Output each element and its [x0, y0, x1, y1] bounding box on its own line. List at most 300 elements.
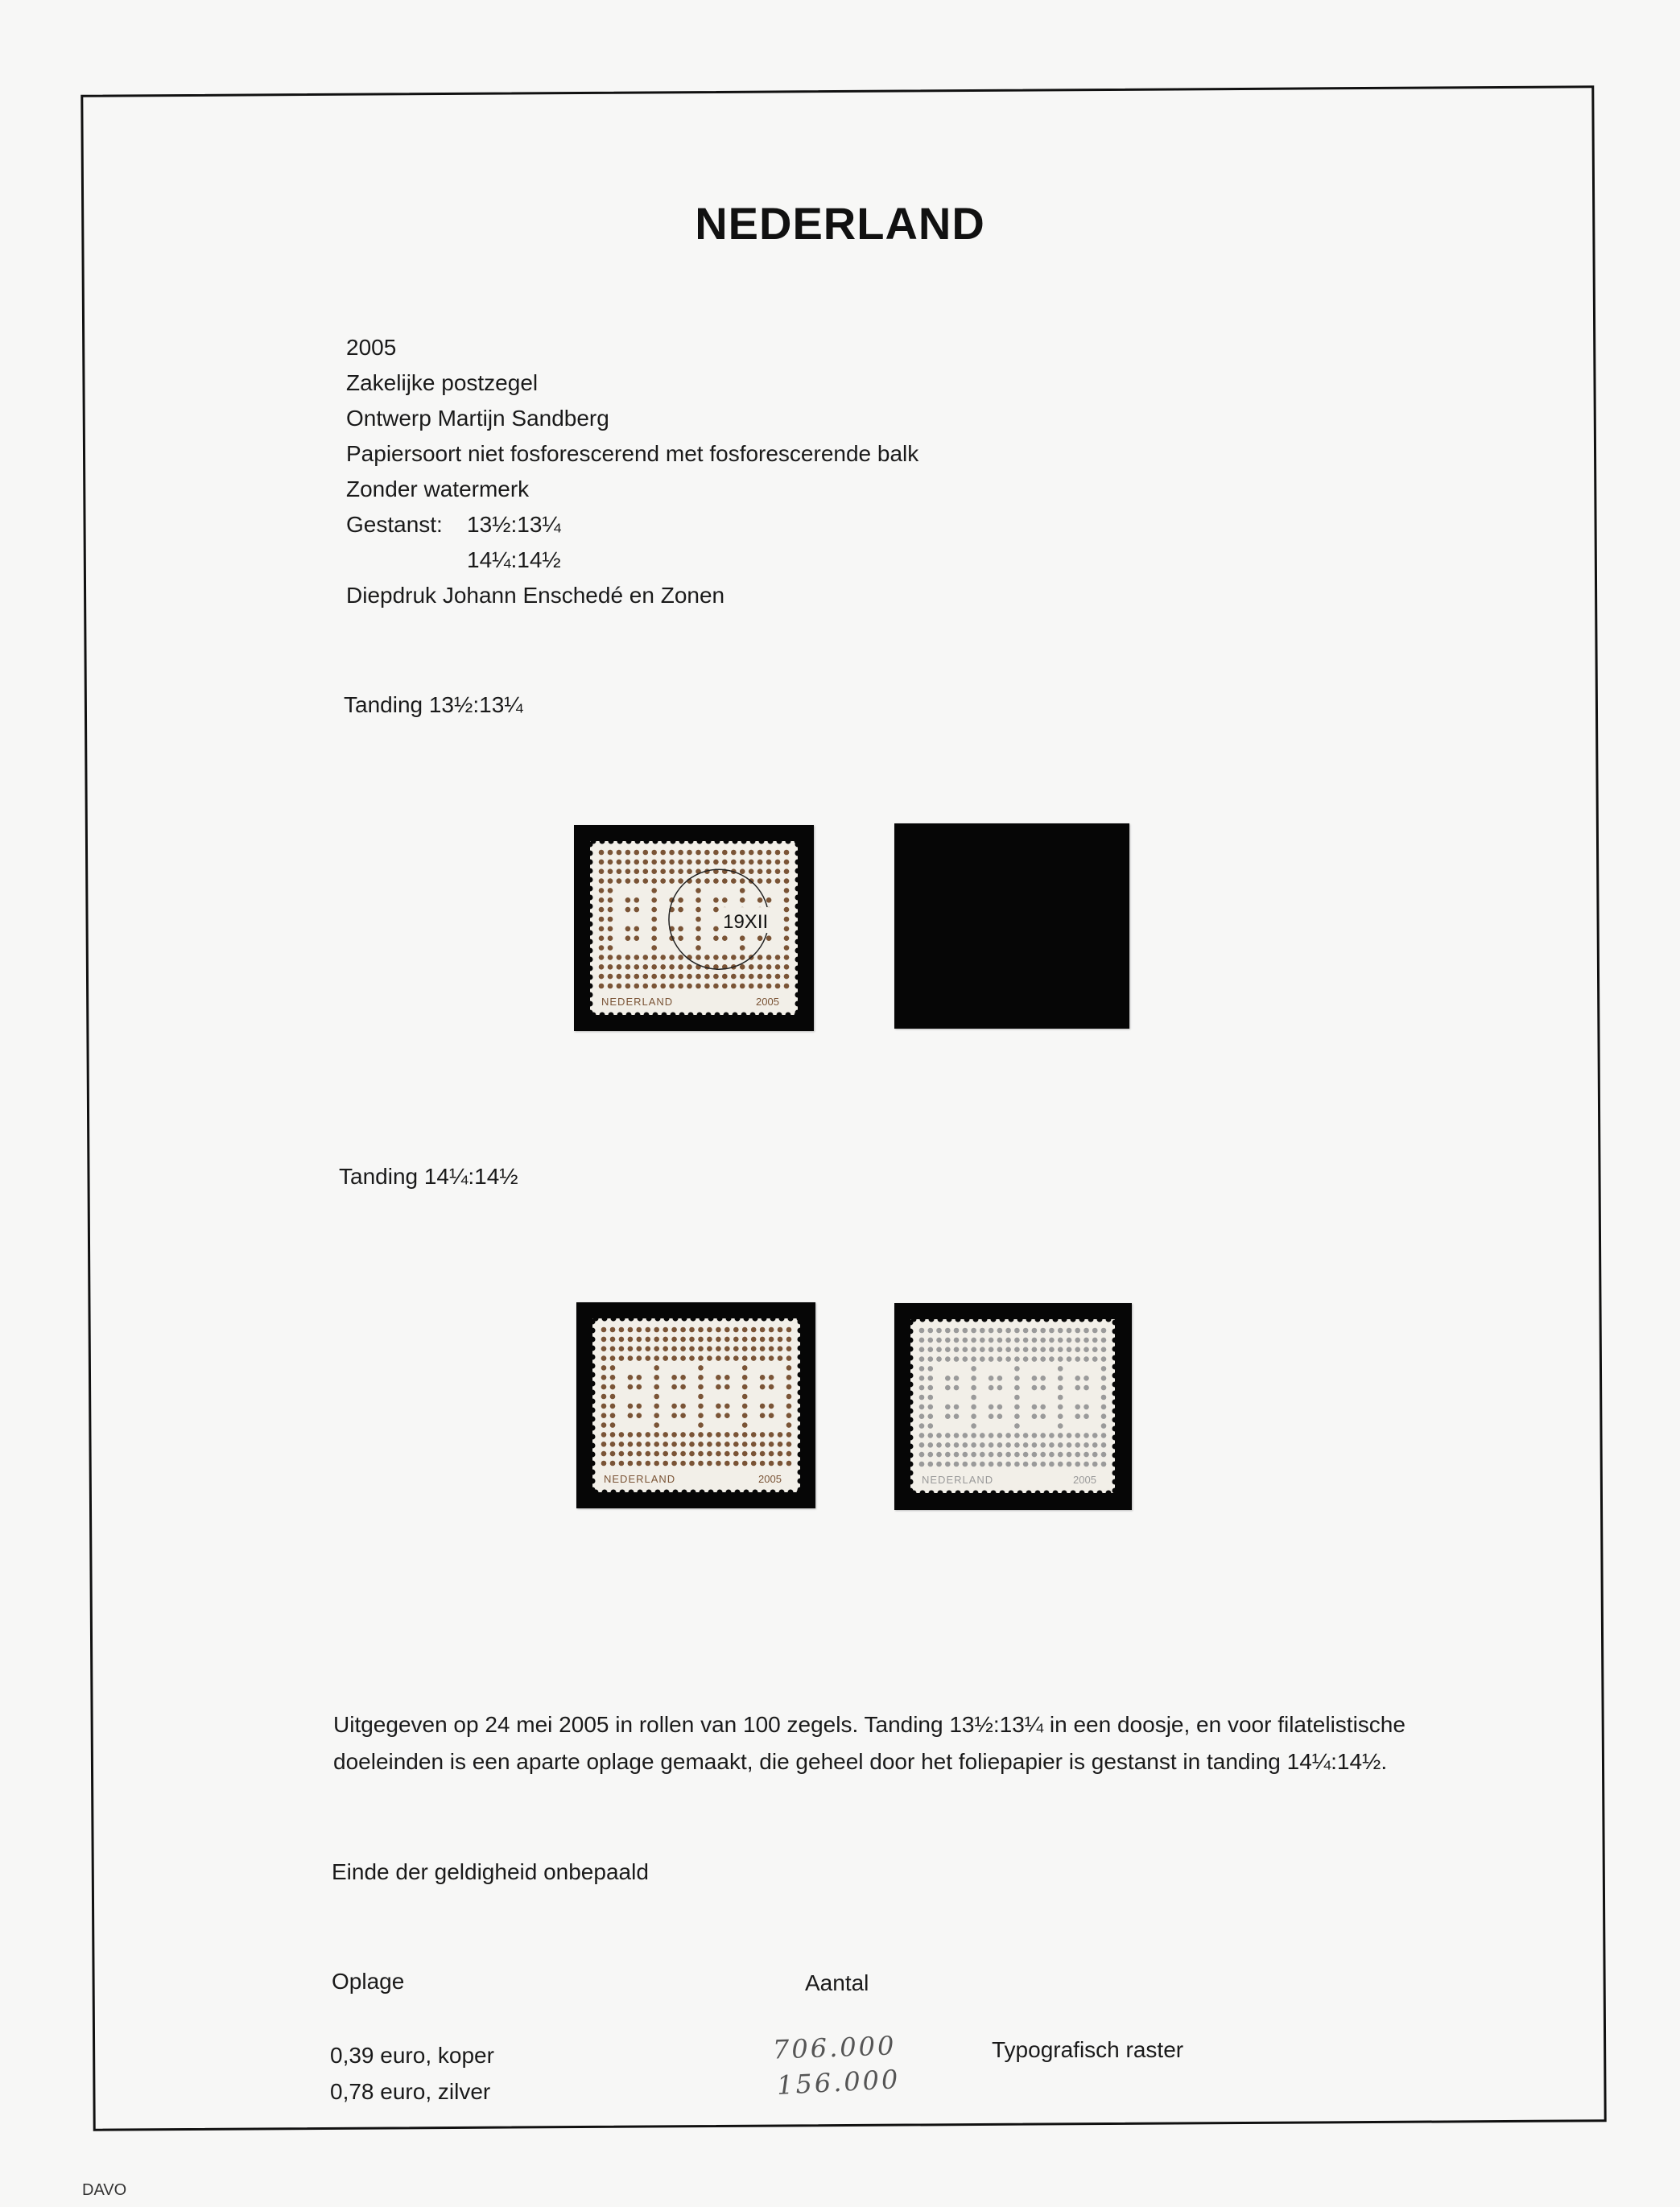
stamp-dot — [704, 955, 710, 960]
stamp-dot — [599, 907, 605, 913]
stamp-dot — [769, 1346, 774, 1351]
stamp-dot — [654, 1451, 659, 1457]
stamp-dot — [696, 888, 701, 893]
stamp-dot — [1049, 1356, 1055, 1362]
stamp-mount-4 — [894, 1303, 1132, 1510]
stamp-dot — [769, 1442, 774, 1447]
stamp-dot — [757, 868, 763, 874]
stamp-dot — [919, 1395, 925, 1401]
stamp-dot — [1058, 1462, 1063, 1467]
stamp-dot — [619, 1461, 625, 1467]
stamp-dot — [784, 984, 790, 989]
stamp-dot — [619, 1327, 625, 1333]
stamp-dot — [989, 1462, 994, 1467]
stamp-dot — [1101, 1356, 1107, 1362]
stamp-dot — [696, 860, 701, 865]
stamp-dot — [637, 1355, 642, 1361]
stamp-dot — [749, 850, 754, 856]
stamp-dot — [971, 1395, 976, 1401]
stamp-dot — [1075, 1376, 1080, 1381]
stamp-dot — [766, 974, 772, 980]
stamp-dot — [784, 964, 790, 970]
stamp-dot — [619, 1442, 625, 1447]
stamp-dot — [628, 1355, 634, 1361]
stamp-dot — [1014, 1328, 1020, 1334]
stamp-dot — [689, 1355, 695, 1361]
stamp-dot — [716, 1432, 721, 1438]
stamp-dot — [634, 955, 640, 960]
stamp-dot — [698, 1404, 704, 1409]
stamp-dot — [1014, 1338, 1020, 1343]
stamp-dot — [608, 955, 613, 960]
stamp-dot — [724, 1461, 730, 1467]
stamp-dot — [610, 1432, 616, 1438]
stamp-dot — [716, 1451, 721, 1457]
stamp-dot — [698, 1346, 704, 1351]
stamp-dot — [997, 1356, 1003, 1362]
stamp-dot — [654, 1337, 659, 1343]
stamp-dot — [760, 1461, 766, 1467]
stamp-dot — [610, 1346, 616, 1351]
stamp-dot — [766, 964, 772, 970]
stamp-dot — [663, 1327, 668, 1333]
stamp-dot — [1014, 1462, 1020, 1467]
stamp-dot — [689, 1346, 695, 1351]
stamp-dot — [1040, 1442, 1046, 1448]
stamp-dot — [945, 1328, 951, 1334]
stamp-dot — [919, 1452, 925, 1458]
stamp-dot — [651, 850, 657, 856]
stamp-dot — [971, 1413, 976, 1419]
stamp-dot — [698, 1375, 704, 1380]
stamp-dot — [1049, 1452, 1055, 1458]
stamp-dot — [740, 878, 745, 884]
stamp-dot — [617, 868, 622, 874]
stamp-dot — [760, 1346, 766, 1351]
stamp-dot — [724, 1432, 730, 1438]
stamp-dot — [687, 984, 692, 989]
stamp-dot — [928, 1442, 934, 1448]
stamp-dot — [608, 926, 613, 932]
stamp-dot — [919, 1405, 925, 1410]
stamp-dot — [936, 1462, 942, 1467]
stamp-dot — [989, 1328, 994, 1334]
stamp-dot — [669, 878, 675, 884]
stamp-dot — [757, 974, 763, 980]
stamp-dot — [928, 1366, 934, 1372]
stamp-dot — [769, 1432, 774, 1438]
stamp-dot — [919, 1462, 925, 1467]
stamp-dot — [1075, 1356, 1080, 1362]
stamp-dot — [643, 984, 649, 989]
stamp-dot — [919, 1347, 925, 1352]
stamp-dot — [919, 1356, 925, 1362]
stamp-dot — [775, 984, 781, 989]
denomination-row-2: 0,78 euro, zilver — [330, 2079, 491, 2104]
stamp-dot — [1023, 1328, 1029, 1334]
stamp-dot — [625, 897, 631, 903]
stamp-dot — [928, 1385, 934, 1391]
stamp-dot — [713, 907, 719, 913]
stamp-dot — [919, 1376, 925, 1381]
stamp-dot — [1075, 1385, 1080, 1391]
stamp-dot — [1101, 1442, 1107, 1448]
stamp-dot — [628, 1346, 634, 1351]
stamp-dot — [928, 1376, 934, 1381]
stamp-dot — [989, 1413, 994, 1419]
stamp-dot — [1014, 1376, 1020, 1381]
stamp-dot — [786, 1422, 792, 1428]
stamp-dot — [625, 860, 631, 865]
stamp-dot — [713, 878, 719, 884]
stamp-dot — [601, 1384, 607, 1390]
stamp-dot — [1092, 1462, 1098, 1467]
stamp-dot — [678, 926, 683, 932]
stamp-dot — [698, 1432, 704, 1438]
stamp-dot — [610, 1337, 616, 1343]
stamp-dot — [919, 1423, 925, 1429]
stamp-dot — [716, 1461, 721, 1467]
stamp-dot — [663, 1461, 668, 1467]
stamp-dot — [731, 878, 737, 884]
stamp-dot — [637, 1375, 642, 1380]
stamp-dot — [731, 984, 737, 989]
stamp-dot — [625, 974, 631, 980]
stamp-dot — [724, 1384, 730, 1390]
stamp-dot — [698, 1394, 704, 1400]
info-design: Ontwerp Martijn Sandberg — [346, 406, 609, 431]
stamp-dot — [1092, 1442, 1098, 1448]
stamp-dot — [660, 984, 666, 989]
stamp-dot — [1032, 1442, 1038, 1448]
stamp-dot — [1067, 1433, 1072, 1438]
stamp-dot — [760, 1327, 766, 1333]
stamp-dot — [757, 897, 763, 903]
stamp-dot — [599, 984, 605, 989]
stamp-dot — [1014, 1347, 1020, 1352]
stamp-dot — [742, 1432, 748, 1438]
stamp-dot — [1084, 1356, 1089, 1362]
stamp-dot — [663, 1337, 668, 1343]
stamp-dot — [775, 955, 781, 960]
stamp-dot — [637, 1451, 642, 1457]
stamp-dot — [1023, 1442, 1029, 1448]
stamp-dot — [766, 868, 772, 874]
stamp-dot — [722, 860, 728, 865]
stamp-dot — [696, 974, 701, 980]
stamp-dot — [751, 1327, 757, 1333]
stamp-dot — [643, 878, 649, 884]
stamp-dot — [722, 935, 728, 941]
stamp-country-text: NEDERLAND — [922, 1474, 994, 1486]
stamp-dot — [634, 926, 640, 932]
stamp-dot — [599, 926, 605, 932]
stamp-dot — [610, 1461, 616, 1467]
stamp-dot — [619, 1337, 625, 1343]
stamp-dot — [751, 1451, 757, 1457]
stamp-dot — [646, 1346, 651, 1351]
stamp-dot — [601, 1422, 607, 1428]
stamp-dot — [599, 964, 605, 970]
stamp-dot — [634, 850, 640, 856]
stamp-dot — [654, 1355, 659, 1361]
stamp-dot — [980, 1433, 985, 1438]
stamp-dot — [707, 1451, 712, 1457]
stamp-dot — [775, 964, 781, 970]
stamp-dot — [740, 935, 745, 941]
publisher-mark: DAVO — [82, 2181, 127, 2199]
stamp-mount-1 — [574, 825, 814, 1031]
stamp-dot — [617, 850, 622, 856]
stamp-dot — [1049, 1347, 1055, 1352]
stamp-dot — [601, 1337, 607, 1343]
stamp-dot — [687, 860, 692, 865]
stamp-dot — [680, 1404, 686, 1409]
stamp-dot — [1067, 1452, 1072, 1458]
stamp-dot — [651, 964, 657, 970]
stamp-dot — [651, 888, 657, 893]
stamp-dot — [610, 1375, 616, 1380]
stamp-dot — [919, 1413, 925, 1419]
stamp-dot — [651, 860, 657, 865]
stamp-dot — [742, 1375, 748, 1380]
stamp-dot — [625, 964, 631, 970]
stamp-dot — [1058, 1452, 1063, 1458]
stamp-dot — [1032, 1433, 1038, 1438]
info-type: Zakelijke postzegel — [346, 370, 539, 395]
stamp-dot — [651, 974, 657, 980]
stamp-dot — [671, 1442, 677, 1447]
stamp-dot — [704, 984, 710, 989]
stamp-dot — [637, 1432, 642, 1438]
stamp-dot — [680, 1346, 686, 1351]
stamp-dot — [769, 1355, 774, 1361]
stamp-dot — [742, 1404, 748, 1409]
stamp-dot — [1005, 1356, 1011, 1362]
stamp-dot — [1014, 1356, 1020, 1362]
stamp-dot — [760, 1337, 766, 1343]
stamp-dot — [1005, 1338, 1011, 1343]
stamp-dot — [936, 1356, 942, 1362]
stamp-dot — [637, 1384, 642, 1390]
stamp-dot — [689, 1451, 695, 1457]
stamp-dot — [1067, 1347, 1072, 1352]
stamp-dot — [954, 1385, 960, 1391]
stamp-dot — [660, 860, 666, 865]
stamp-dot — [601, 1413, 607, 1418]
stamp-dot — [769, 1451, 774, 1457]
stamp-dot — [928, 1347, 934, 1352]
stamp-dot — [654, 1346, 659, 1351]
stamp-dot — [989, 1452, 994, 1458]
stamp-dot — [1058, 1395, 1063, 1401]
stamp-dot — [660, 878, 666, 884]
stamp-dot — [786, 1413, 792, 1418]
stamp-dot — [778, 1346, 783, 1351]
stamp-dot — [689, 1432, 695, 1438]
stamp-dot — [601, 1451, 607, 1457]
stamp-dot — [663, 1451, 668, 1457]
stamp-dot — [749, 984, 754, 989]
stamp-dot — [713, 955, 719, 960]
stamp-dot — [928, 1356, 934, 1362]
stamp-dot — [1040, 1356, 1046, 1362]
stamp-dot — [997, 1413, 1003, 1419]
stamp-dot — [928, 1452, 934, 1458]
stamp-dot — [742, 1355, 748, 1361]
stamp-dot — [651, 917, 657, 922]
stamp-dot — [707, 1442, 712, 1447]
stamp-dot — [722, 955, 728, 960]
stamp-mount-3 — [576, 1302, 815, 1508]
stamp-dot — [919, 1328, 925, 1334]
stamp-dot — [742, 1422, 748, 1428]
stamp-dot — [936, 1433, 942, 1438]
stamp-dot — [1049, 1433, 1055, 1438]
stamp-dot — [757, 955, 763, 960]
stamp-dot — [698, 1413, 704, 1418]
stamp-dot — [610, 1384, 616, 1390]
stamp-dot — [778, 1432, 783, 1438]
stamp-dot — [769, 1375, 774, 1380]
stamp-dot — [619, 1346, 625, 1351]
stamp-dot — [689, 1337, 695, 1343]
stamp-dot — [1032, 1452, 1038, 1458]
stamp-dot — [1032, 1462, 1038, 1467]
stamp-dot — [680, 1451, 686, 1457]
stamp-dot — [1032, 1338, 1038, 1343]
stamp-dot — [654, 1422, 659, 1428]
stamp-dot — [731, 974, 737, 980]
stamp-dot — [687, 850, 692, 856]
stamp-year-text: 2005 — [756, 996, 779, 1008]
stamp-dot — [1092, 1338, 1098, 1343]
stamp-dot — [760, 1404, 766, 1409]
stamp-dot — [733, 1451, 739, 1457]
stamp-dot — [1040, 1405, 1046, 1410]
stamp-dot — [608, 984, 613, 989]
stamp-dot — [740, 897, 745, 903]
stamp-dot — [628, 1432, 634, 1438]
stamp-dot — [742, 1337, 748, 1343]
stamp-dot — [775, 860, 781, 865]
stamp-dot — [696, 955, 701, 960]
stamp-dot — [784, 935, 790, 941]
stamp-dot — [997, 1405, 1003, 1410]
stamp-dot — [786, 1432, 792, 1438]
stamp-dot — [724, 1451, 730, 1457]
stamp-dot — [1101, 1395, 1107, 1401]
stamp-dot — [1032, 1347, 1038, 1352]
stamp-dot — [740, 850, 745, 856]
stamp-dot — [980, 1442, 985, 1448]
stamp-dot — [608, 850, 613, 856]
stamp-dot — [1040, 1385, 1046, 1391]
stamp-dot — [617, 984, 622, 989]
stamp-dot — [671, 1413, 677, 1418]
stamp-dot — [1049, 1328, 1055, 1334]
stamp-dot — [599, 850, 605, 856]
stamp-dot — [634, 907, 640, 913]
stamp-dot — [1075, 1462, 1080, 1467]
stamp-dot — [704, 860, 710, 865]
stamp-dot — [936, 1442, 942, 1448]
stamp-image-copper — [592, 1318, 800, 1492]
stamp-dot — [1014, 1423, 1020, 1429]
stamp-dot — [617, 878, 622, 884]
stamp-dot — [680, 1432, 686, 1438]
stamp-dot — [1005, 1328, 1011, 1334]
stamp-dot — [971, 1347, 976, 1352]
stamp-dot — [971, 1328, 976, 1334]
stamp-dot — [651, 945, 657, 951]
stamp-dot — [716, 1346, 721, 1351]
stamp-dot — [660, 974, 666, 980]
stamp-dot — [1084, 1442, 1089, 1448]
stamp-dot — [778, 1337, 783, 1343]
stamp-dot — [599, 897, 605, 903]
stamp-dot — [936, 1338, 942, 1343]
stamp-dot — [601, 1442, 607, 1447]
stamp-dot — [751, 1461, 757, 1467]
stamp-dot — [610, 1404, 616, 1409]
section-heading-perf-1: Tanding 13½:13¼ — [344, 692, 523, 717]
stamp-dot — [980, 1328, 985, 1334]
stamp-dot — [1032, 1413, 1038, 1419]
stamp-dot — [643, 955, 649, 960]
issue-line-2: doeleinden is een aparte oplage gemaakt, die geheel door het foliepapier is gestanst in tanding 14¼:14½. — [333, 1749, 1388, 1774]
stamp-dot — [786, 1394, 792, 1400]
stamp-dot — [634, 974, 640, 980]
stamp-dot — [1040, 1338, 1046, 1343]
stamp-dot — [757, 878, 763, 884]
stamp-dot — [749, 964, 754, 970]
stamp-dot — [608, 897, 613, 903]
stamp-dot — [1023, 1452, 1029, 1458]
stamp-dot — [945, 1462, 951, 1467]
stamp-dot — [707, 1432, 712, 1438]
stamp-dot — [775, 868, 781, 874]
stamp-dot — [954, 1338, 960, 1343]
stamp-dot — [663, 1346, 668, 1351]
stamp-dot — [722, 878, 728, 884]
stamp-dot — [610, 1413, 616, 1418]
stamp-dot — [769, 1461, 774, 1467]
stamp-dot — [760, 1413, 766, 1418]
stamp-dot — [698, 1461, 704, 1467]
stamp-dot — [1005, 1452, 1011, 1458]
handwritten-quantity-1: 706.000 — [772, 2030, 897, 2065]
stamp-dot — [698, 1384, 704, 1390]
stamp-dot — [654, 1413, 659, 1418]
stamp-dot — [1092, 1328, 1098, 1334]
stamp-dot — [1101, 1405, 1107, 1410]
stamp-dot — [740, 945, 745, 951]
stamp-dot — [680, 1337, 686, 1343]
stamp-dot — [637, 1413, 642, 1418]
stamp-dot — [628, 1375, 634, 1380]
stamp-dot — [671, 1384, 677, 1390]
stamp-dot — [1101, 1413, 1107, 1419]
stamp-dot — [740, 974, 745, 980]
stamp-dot — [769, 1337, 774, 1343]
stamp-dot — [751, 1442, 757, 1447]
stamp-dot — [707, 1327, 712, 1333]
stamp-dot — [617, 974, 622, 980]
stamp-dot — [1075, 1347, 1080, 1352]
stamp-dot — [760, 1451, 766, 1457]
stamp-dot — [634, 878, 640, 884]
